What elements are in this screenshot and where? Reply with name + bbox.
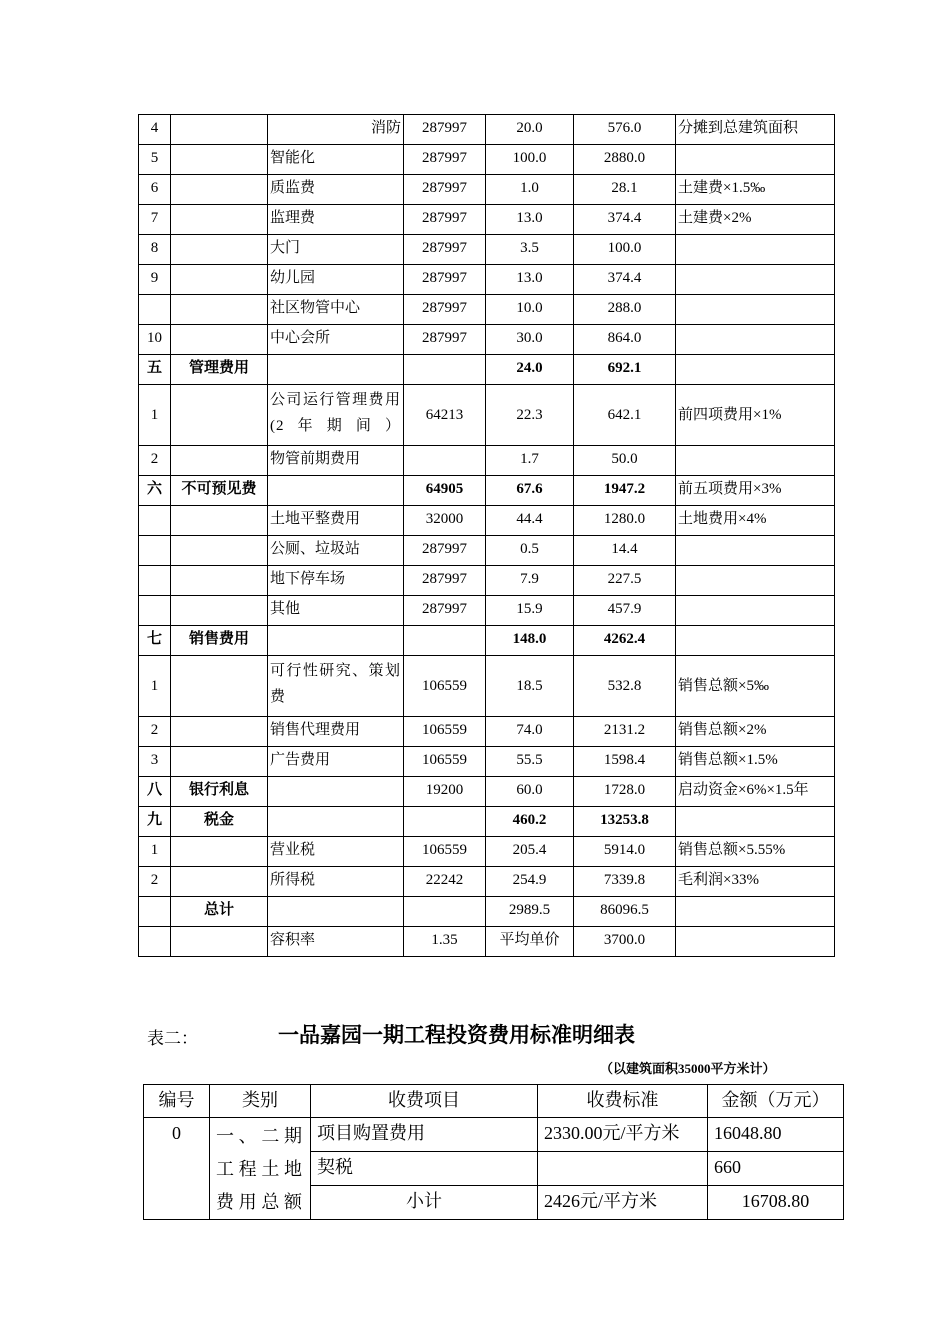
rate-cell: 平均单价 — [486, 927, 574, 957]
amount-cell: 576.0 — [574, 115, 676, 145]
base-cell: 287997 — [404, 536, 486, 566]
category-cell — [171, 325, 268, 355]
table-row — [139, 506, 835, 536]
base-cell: 106559 — [404, 717, 486, 747]
note-cell — [676, 446, 835, 476]
item-cell: 社区物管中心 — [268, 295, 404, 325]
amount-cell: 100.0 — [574, 235, 676, 265]
row-number: 1 — [139, 656, 171, 717]
item-cell — [268, 777, 404, 807]
table-row — [139, 807, 835, 837]
rate-cell: 20.0 — [486, 115, 574, 145]
note-cell — [676, 265, 835, 295]
note-cell — [676, 235, 835, 265]
amount-cell: 1728.0 — [574, 777, 676, 807]
rate-cell: 74.0 — [486, 717, 574, 747]
note-cell — [676, 626, 835, 656]
table-row — [139, 566, 835, 596]
header-cell: 编号 — [144, 1085, 210, 1118]
rate-cell: 13.0 — [486, 265, 574, 295]
amount-cell: 660 — [708, 1152, 844, 1186]
row-number: 六 — [139, 476, 171, 506]
table-row — [139, 717, 835, 747]
row-number: 五 — [139, 355, 171, 385]
note-cell — [676, 897, 835, 927]
item-cell: 消防 — [268, 115, 404, 145]
rate-cell: 0.5 — [486, 536, 574, 566]
category-cell — [171, 867, 268, 897]
item-cell: 项目购置费用 — [311, 1118, 538, 1152]
amount-cell: 16048.80 — [708, 1118, 844, 1152]
row-number: 7 — [139, 205, 171, 235]
table-row — [139, 145, 835, 175]
category-cell — [171, 506, 268, 536]
item-cell: 智能化 — [268, 145, 404, 175]
item-cell: 广告费用 — [268, 747, 404, 777]
item-cell: 监理费 — [268, 205, 404, 235]
category-cell — [171, 265, 268, 295]
amount-cell: 50.0 — [574, 446, 676, 476]
row-number: 九 — [139, 807, 171, 837]
table-row — [139, 446, 835, 476]
table-row — [139, 596, 835, 626]
amount-cell: 288.0 — [574, 295, 676, 325]
category-cell — [171, 446, 268, 476]
rate-cell: 22.3 — [486, 385, 574, 446]
item-cell: 容积率 — [268, 927, 404, 957]
category-cell — [171, 747, 268, 777]
amount-cell: 1280.0 — [574, 506, 676, 536]
base-cell: 287997 — [404, 566, 486, 596]
category-cell: 销售费用 — [171, 626, 268, 656]
base-cell: 64213 — [404, 385, 486, 446]
table-row — [139, 927, 835, 957]
item-cell — [268, 626, 404, 656]
item-cell: 幼儿园 — [268, 265, 404, 295]
amount-cell: 16708.80 — [708, 1186, 844, 1220]
rate-cell: 18.5 — [486, 656, 574, 717]
note-cell — [676, 927, 835, 957]
row-number: 0 — [144, 1118, 210, 1220]
table-row — [139, 265, 835, 295]
item-cell — [268, 897, 404, 927]
header-cell: 收费标准 — [538, 1085, 708, 1118]
item-cell: 土地平整费用 — [268, 506, 404, 536]
category-cell — [171, 536, 268, 566]
row-number: 1 — [139, 837, 171, 867]
base-cell: 64905 — [404, 476, 486, 506]
rate-cell: 24.0 — [486, 355, 574, 385]
amount-cell: 864.0 — [574, 325, 676, 355]
item-cell: 小计 — [311, 1186, 538, 1220]
base-cell: 287997 — [404, 235, 486, 265]
item-cell — [268, 807, 404, 837]
table-row — [139, 295, 835, 325]
category-cell — [171, 566, 268, 596]
base-cell: 106559 — [404, 656, 486, 717]
standard-cell: 2426元/平方米 — [538, 1186, 708, 1220]
item-cell — [268, 476, 404, 506]
table-row — [139, 355, 835, 385]
table-row — [139, 476, 835, 506]
amount-cell: 457.9 — [574, 596, 676, 626]
category-cell: 税金 — [171, 807, 268, 837]
row-number: 2 — [139, 446, 171, 476]
base-cell: 287997 — [404, 175, 486, 205]
row-number — [139, 596, 171, 626]
rate-cell: 1.7 — [486, 446, 574, 476]
row-number: 3 — [139, 747, 171, 777]
note-cell: 土地费用×4% — [676, 506, 835, 536]
base-cell: 32000 — [404, 506, 486, 536]
table-row — [139, 325, 835, 355]
category-cell — [171, 145, 268, 175]
note-cell: 分摊到总建筑面积 — [676, 115, 835, 145]
note-cell: 销售总额×2% — [676, 717, 835, 747]
amount-cell: 532.8 — [574, 656, 676, 717]
category-cell — [171, 717, 268, 747]
amount-cell: 28.1 — [574, 175, 676, 205]
amount-cell: 5914.0 — [574, 837, 676, 867]
note-cell — [676, 596, 835, 626]
table-row — [139, 656, 835, 717]
item-cell: 大门 — [268, 235, 404, 265]
land-cost-table — [143, 1084, 844, 1220]
base-cell: 287997 — [404, 325, 486, 355]
category-cell: 银行利息 — [171, 777, 268, 807]
category-cell: 一、二期工程土地费用总额 — [210, 1118, 311, 1220]
amount-cell: 227.5 — [574, 566, 676, 596]
header-cell: 金额（万元） — [708, 1085, 844, 1118]
rate-cell: 55.5 — [486, 747, 574, 777]
row-number: 2 — [139, 717, 171, 747]
row-number — [139, 927, 171, 957]
item-cell: 营业税 — [268, 837, 404, 867]
table-row — [144, 1118, 844, 1152]
note-cell — [676, 325, 835, 355]
rate-cell: 10.0 — [486, 295, 574, 325]
table2-label: 表二： — [147, 1029, 198, 1048]
rate-cell: 13.0 — [486, 205, 574, 235]
amount-cell: 1947.2 — [574, 476, 676, 506]
base-cell — [404, 807, 486, 837]
rate-cell: 100.0 — [486, 145, 574, 175]
category-cell — [171, 656, 268, 717]
table2-title: 一品嘉园一期工程投资费用标准明细表 — [278, 1023, 635, 1047]
base-cell: 287997 — [404, 596, 486, 626]
amount-cell: 13253.8 — [574, 807, 676, 837]
item-cell: 中心会所 — [268, 325, 404, 355]
base-cell: 287997 — [404, 115, 486, 145]
amount-cell: 7339.8 — [574, 867, 676, 897]
table-row — [139, 837, 835, 867]
category-cell — [171, 927, 268, 957]
row-number — [139, 566, 171, 596]
note-cell — [676, 295, 835, 325]
category-cell — [171, 596, 268, 626]
base-cell — [404, 897, 486, 927]
note-cell — [676, 536, 835, 566]
table-row — [139, 897, 835, 927]
note-cell: 前四项费用×1% — [676, 385, 835, 446]
rate-cell: 1.0 — [486, 175, 574, 205]
amount-cell: 374.4 — [574, 265, 676, 295]
table-row — [139, 385, 835, 446]
category-cell — [171, 235, 268, 265]
amount-cell: 2131.2 — [574, 717, 676, 747]
table-row — [139, 626, 835, 656]
row-number: 2 — [139, 867, 171, 897]
base-cell: 287997 — [404, 265, 486, 295]
amount-cell: 2880.0 — [574, 145, 676, 175]
category-cell: 管理费用 — [171, 355, 268, 385]
base-cell: 19200 — [404, 777, 486, 807]
base-cell: 287997 — [404, 145, 486, 175]
note-cell — [676, 807, 835, 837]
note-cell — [676, 145, 835, 175]
row-number: 八 — [139, 777, 171, 807]
row-number: 10 — [139, 325, 171, 355]
table-row — [139, 867, 835, 897]
note-cell: 前五项费用×3% — [676, 476, 835, 506]
row-number: 6 — [139, 175, 171, 205]
amount-cell: 692.1 — [574, 355, 676, 385]
base-cell — [404, 355, 486, 385]
row-number: 1 — [139, 385, 171, 446]
table-row — [139, 205, 835, 235]
category-cell — [171, 295, 268, 325]
table-header-row — [144, 1085, 844, 1118]
amount-cell: 374.4 — [574, 205, 676, 235]
table-row — [139, 536, 835, 566]
rate-cell: 460.2 — [486, 807, 574, 837]
standard-cell — [538, 1152, 708, 1186]
item-cell: 其他 — [268, 596, 404, 626]
item-cell: 质监费 — [268, 175, 404, 205]
row-number: 4 — [139, 115, 171, 145]
note-cell: 土建费×1.5‰ — [676, 175, 835, 205]
row-number — [139, 536, 171, 566]
row-number: 9 — [139, 265, 171, 295]
rate-cell: 148.0 — [486, 626, 574, 656]
rate-cell: 254.9 — [486, 867, 574, 897]
base-cell: 22242 — [404, 867, 486, 897]
amount-cell: 86096.5 — [574, 897, 676, 927]
note-cell: 启动资金×6%×1.5年 — [676, 777, 835, 807]
rate-cell: 67.6 — [486, 476, 574, 506]
base-cell — [404, 626, 486, 656]
amount-cell: 4262.4 — [574, 626, 676, 656]
row-number — [139, 506, 171, 536]
rate-cell: 205.4 — [486, 837, 574, 867]
table2-note: （以建筑面积35000平方米计） — [600, 1061, 776, 1076]
row-number — [139, 897, 171, 927]
amount-cell: 3700.0 — [574, 927, 676, 957]
category-cell — [171, 175, 268, 205]
base-cell — [404, 446, 486, 476]
item-cell: 地下停车场 — [268, 566, 404, 596]
note-cell: 土建费×2% — [676, 205, 835, 235]
table-row — [139, 777, 835, 807]
base-cell: 1.35 — [404, 927, 486, 957]
item-cell: 可行性研究、策划费 — [268, 656, 404, 717]
rate-cell: 15.9 — [486, 596, 574, 626]
rate-cell: 2989.5 — [486, 897, 574, 927]
category-cell — [171, 115, 268, 145]
base-cell: 106559 — [404, 837, 486, 867]
table-row — [139, 235, 835, 265]
item-cell: 契税 — [311, 1152, 538, 1186]
base-cell: 287997 — [404, 295, 486, 325]
rate-cell: 30.0 — [486, 325, 574, 355]
base-cell: 287997 — [404, 205, 486, 235]
category-cell: 不可预见费 — [171, 476, 268, 506]
table-row — [139, 747, 835, 777]
category-cell: 总计 — [171, 897, 268, 927]
row-number: 8 — [139, 235, 171, 265]
table-row — [139, 115, 835, 145]
note-cell: 销售总额×1.5% — [676, 747, 835, 777]
item-cell — [268, 355, 404, 385]
table-row — [139, 175, 835, 205]
rate-cell: 7.9 — [486, 566, 574, 596]
item-cell: 所得税 — [268, 867, 404, 897]
header-cell: 收费项目 — [311, 1085, 538, 1118]
row-number: 七 — [139, 626, 171, 656]
item-cell: 物管前期费用 — [268, 446, 404, 476]
amount-cell: 1598.4 — [574, 747, 676, 777]
standard-cell: 2330.00元/平方米 — [538, 1118, 708, 1152]
header-cell: 类别 — [210, 1085, 311, 1118]
amount-cell: 642.1 — [574, 385, 676, 446]
category-cell — [171, 837, 268, 867]
row-number — [139, 295, 171, 325]
item-cell: 销售代理费用 — [268, 717, 404, 747]
amount-cell: 14.4 — [574, 536, 676, 566]
category-cell — [171, 205, 268, 235]
note-cell: 毛利润×33% — [676, 867, 835, 897]
category-cell — [171, 385, 268, 446]
rate-cell: 60.0 — [486, 777, 574, 807]
item-cell: 公司运行管理费用(2年期间） — [268, 385, 404, 446]
note-cell — [676, 566, 835, 596]
base-cell: 106559 — [404, 747, 486, 777]
note-cell: 销售总额×5‰ — [676, 656, 835, 717]
note-cell — [676, 355, 835, 385]
item-cell: 公厕、垃圾站 — [268, 536, 404, 566]
cost-table — [138, 114, 835, 957]
rate-cell: 44.4 — [486, 506, 574, 536]
rate-cell: 3.5 — [486, 235, 574, 265]
note-cell: 销售总额×5.55% — [676, 837, 835, 867]
row-number: 5 — [139, 145, 171, 175]
